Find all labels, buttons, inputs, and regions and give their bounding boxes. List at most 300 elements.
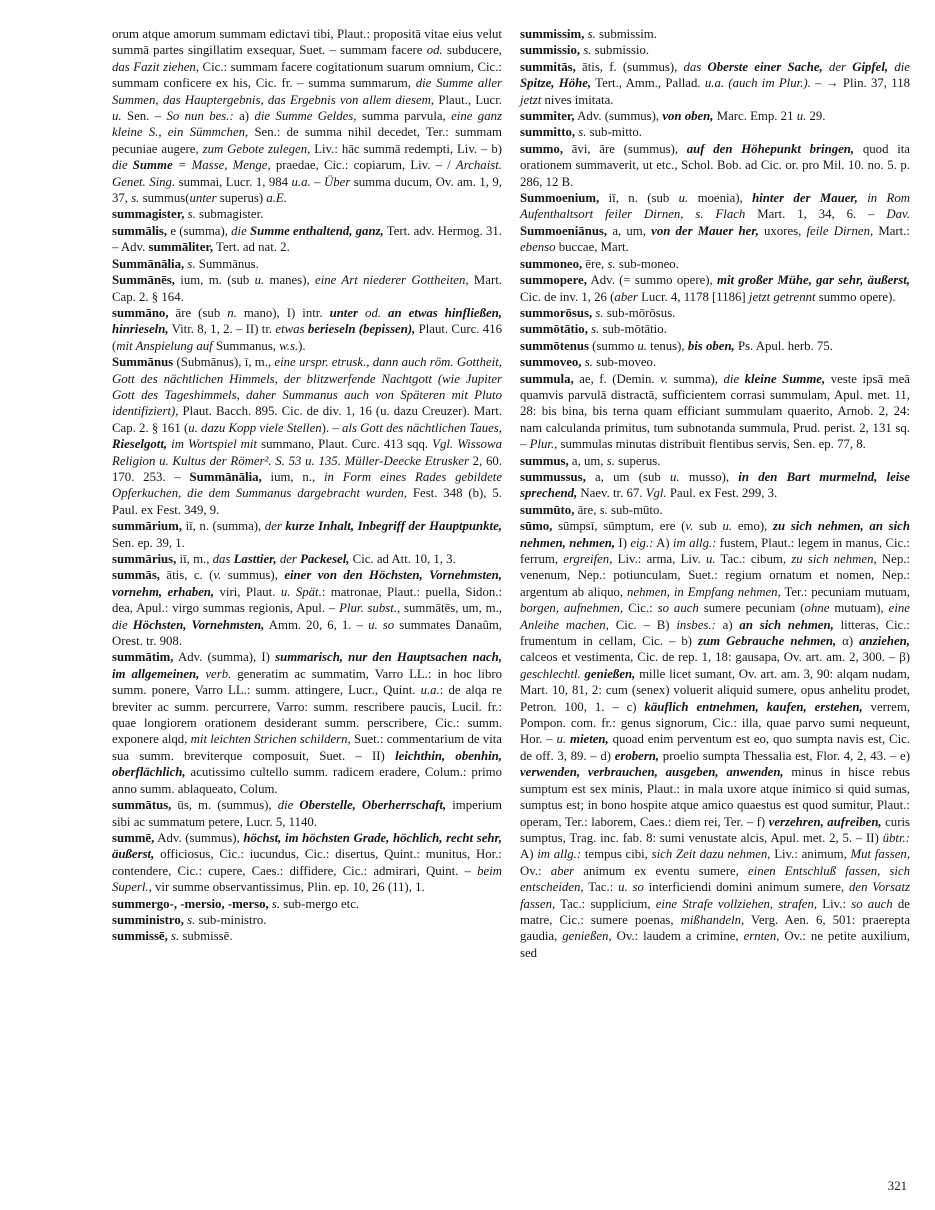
entry-text: die Summe aller Summen, das Hauptergebnis, das Ergebnis von allem diesem, — [112, 76, 502, 107]
entry-text: eine urspr. etrusk., dann auch röm. Gottheit, Gott des nächtlichen Himmels, der blitzwerfende Nachtgott (wie Jupiter Gott des Tageshimmels, daher Summanus auch von Späteren mit Pluto identifiziert), — [112, 355, 502, 419]
dictionary-entry — [112, 272, 502, 305]
headword: summātus, — [112, 798, 172, 813]
entry-text: das — [683, 59, 708, 74]
entry-text: an sich nehmen, — [739, 617, 834, 632]
entry-text: höchst, im höchsten Grade, höchlich, recht sehr, äußerst, — [112, 830, 502, 862]
entry-text: subducere, — [442, 43, 502, 58]
entry-text: Marc. Emp. 21 — [713, 109, 797, 124]
entry-text: summano, Plaut. Curc. 413 sqq. — [261, 437, 433, 452]
entry-text: Ov.: laudem a crimine, — [611, 929, 744, 944]
entry-text: litteras, Cic.: frumentum in cellam, Cic. – b) — [520, 617, 910, 649]
entry-text: Verg. Aen. 6, 501: praerepta gaudia, — [520, 912, 910, 944]
entry-text: der — [279, 552, 301, 566]
entry-text: Lasttier, — [233, 552, 280, 566]
entry-text: zu sich nehmen, an sich nehmen, nehmen, — [520, 519, 910, 550]
entry-text: summa parvula, — [356, 109, 452, 124]
entry-text: Cic. de inv. 1, 26 ( — [520, 289, 615, 304]
entry-text: den Vorsatz fassen, — [520, 880, 910, 911]
entry-text: uxores, — [758, 223, 807, 238]
entry-text: sumere pecuniam ( — [703, 601, 805, 616]
entry-text: ium, n., — [261, 469, 324, 484]
entry-text: superus. — [614, 453, 661, 468]
entry-text: Packesel, — [300, 552, 350, 566]
entry-text: Liv.: arma, Liv. — [612, 552, 706, 566]
headword: Summānālia, — [189, 469, 262, 484]
entry-text: einer von den Höchsten, Vornehmsten, vornehm, erhaben, — [112, 568, 502, 599]
entry-text: Adv. (summa), I) — [173, 650, 276, 665]
dictionary-entry — [112, 518, 502, 551]
entry-text: Archaist. Genet. Sing. — [112, 158, 502, 189]
entry-text: s. — [606, 453, 615, 468]
entry-text: iī, m., — [176, 552, 213, 566]
entry-text: Adv. (summus), — [154, 830, 244, 845]
entry-text: sich Zeit dazu nehmen, — [651, 847, 771, 862]
entry-text: käuflich entnehmen, kaufen, erstehen, — [644, 699, 863, 714]
entry-text: Mart. Cap. 2. § 164. — [112, 273, 502, 304]
entry-text: curis sumptus, Trag. inc. fab. 8: sumi venustate alcis, Apul. met. 2, 5. – II) — [520, 814, 910, 845]
entry-text: a.E. — [266, 191, 287, 206]
entry-text: Gipfel, — [852, 59, 889, 74]
entry-text: u. — [112, 109, 122, 124]
entry-text: genießen, — [562, 929, 612, 944]
entry-text: das — [212, 552, 234, 566]
entry-text: imperium sibi ac summatum petere, Lucr. 5, 1140. — [112, 798, 502, 829]
entry-text: summates Danaûm, Orest. tr. 908. — [112, 617, 502, 649]
headword: summagister, — [112, 207, 185, 222]
entry-text: nehmen, in Empfang nehmen, — [627, 584, 781, 599]
entry-text: Mart. 1, 34, 6. – — [757, 207, 887, 222]
entry-text: s. — [171, 929, 180, 944]
entry-text: Mut fassen, — [850, 847, 911, 862]
headword: Summānēs, — [112, 273, 175, 288]
entry-text: moenia), — [688, 191, 753, 206]
entry-text: w.s. — [279, 338, 299, 353]
entry-text: mano), I) intr. — [236, 305, 330, 320]
entry-text: Nep.: venenum, Nep.: potiunculam, Suet.: regium ornatum et nomen, Nep.: argentum ab aliquo, — [520, 552, 911, 599]
entry-text: u. — [678, 191, 689, 206]
entry-text: Ter.: pecuniam mutuam, — [780, 584, 910, 599]
entry-text: s. — [187, 207, 196, 222]
entry-text: mit leichten Strichen schildern, — [190, 732, 351, 747]
entry-text: s. — [187, 912, 196, 927]
entry-text: sub-mūto. — [607, 502, 663, 517]
entry-text: auf den Höhepunkt bringen, — [686, 141, 855, 156]
entry-text: summātēs, um, m., — [400, 601, 502, 616]
headword: summoneo, — [520, 256, 583, 271]
dictionary-entry — [520, 502, 910, 518]
dictionary-entry — [520, 124, 910, 140]
entry-text: mißhandeln, — [680, 912, 745, 927]
dictionary-entry — [520, 305, 910, 321]
entry-text: Rieselgott, — [112, 437, 172, 452]
text-columns — [112, 26, 910, 961]
entry-text: a) — [715, 617, 740, 632]
entry-text: (summo — [588, 338, 638, 353]
entry-text: α) — [836, 634, 860, 649]
entry-text: etwas — [275, 322, 308, 337]
entry-text: s. — [595, 305, 604, 320]
entry-text: So nun bes.: — [166, 109, 234, 124]
headword: Summoeniānus, — [520, 223, 608, 238]
entry-text: s. — [599, 502, 608, 517]
dictionary-entry — [112, 928, 502, 944]
entry-text: – — [310, 174, 325, 189]
entry-text: summulas minutas distribuit flentibus servis, Sen. ep. 77, 8. — [557, 437, 866, 452]
entry-text: in den Bart murmelnd, leise sprechend, — [520, 469, 910, 501]
entry-text: ). – — [321, 420, 342, 435]
entry-text: generatim ac summatim, Varro LL.: in hoc libro summ. ponere, Varro LL.: summ. attingere, Lucr., Quint. — [112, 666, 502, 698]
headword: summālis, — [112, 223, 168, 238]
dictionary-entry — [112, 912, 502, 928]
left-column — [112, 26, 502, 961]
entry-text: e (summa), — [167, 223, 232, 238]
entry-text: calceos et vestimenta, Cic. de rep. 1, 18: gausapa, Ov. art. am. 2, 300. – β) — [520, 650, 910, 665]
entry-text: summa), — [673, 371, 724, 386]
right-column — [520, 26, 910, 961]
entry-text: von der Mauer her, — [651, 223, 759, 238]
dictionary-entry — [520, 59, 910, 108]
entry-text: Liv.: — [817, 896, 852, 911]
headword: summergo-, -mersio, -merso, — [112, 896, 269, 911]
entry-text: die — [723, 371, 745, 386]
dictionary-entry — [520, 42, 910, 58]
entry-text: Naev. tr. 67. — [577, 486, 646, 501]
dictionary-entry — [520, 354, 910, 370]
entry-text: v. — [660, 371, 674, 386]
entry-text: submagister. — [195, 207, 264, 222]
dictionary-entry — [520, 338, 910, 354]
entry-text: verzehren, aufreiben, — [768, 814, 882, 829]
entry-text: insbes.: — [676, 617, 716, 632]
entry-text: beim Superl. — [112, 863, 502, 895]
entry-text: summa ducum, Ov. am. 1, 9, 37, — [112, 174, 503, 206]
entry-text: eig.: — [630, 535, 654, 550]
headword: summās, — [112, 568, 160, 583]
headword: summōtātio, — [520, 322, 588, 337]
entry-text: = Masse, Menge, — [172, 158, 271, 173]
entry-text: ae, f. (Demin. — [573, 371, 661, 386]
entry-text: die — [888, 59, 910, 74]
entry-text: so auch — [657, 601, 704, 616]
dictionary-entry — [520, 518, 910, 961]
entry-text: : matronae, Plaut.: puella, Sidon.: dea, Apul.: virgo summas regionis, Apul. – — [112, 584, 502, 616]
entry-text: zum Gebote zulegen, — [202, 141, 311, 156]
entry-text: aber — [550, 863, 584, 878]
headword: Summānus — [112, 355, 174, 370]
entry-text: 29. — [806, 109, 826, 124]
entry-text: Plaut., Lucr. — [434, 92, 502, 107]
entry-text: submissim. — [595, 27, 657, 41]
entry-text: s. — [131, 191, 140, 206]
entry-text: Vgl. — [645, 486, 667, 501]
dictionary-entry — [112, 551, 502, 567]
entry-text: quod ita orationem summaverit, ut etc., Schol. Bob. ad Cic. or. pro Mil. 10. no. 5. p. 286, 12 B. — [520, 141, 910, 189]
entry-text: u. — [556, 732, 570, 747]
headword: summoveo, — [520, 355, 582, 370]
dictionary-entry — [520, 190, 910, 256]
entry-text: ). — [298, 338, 306, 353]
entry-text: veste ipsā meā quamvis parvulā distractā, sufficientem corrasi summulam, Apul. met. 11, 28: bis bina, bis terna quam efficiant summulam quaerito, Arnob. 2, 24: nam calculanda primitus, tum subnotanda summula, Prud. perist. 2, 131 sq. – — [520, 371, 910, 452]
entry-text: anziehen, — [859, 634, 910, 649]
entry-text: fustem, Plaut.: legem in manus, Cic.: ferrum, — [520, 535, 910, 566]
entry-text: u. — [637, 338, 647, 353]
headword: summula, — [520, 371, 574, 386]
dictionary-entry — [520, 453, 910, 469]
entry-text: eine Strafe vollziehen, strafen, — [655, 896, 818, 911]
entry-text: Plaut. Bacch. 895. Cic. de div. 1, 16 (u. dazu Creuzer). Mart. Cap. 2. § 161 ( — [112, 404, 502, 435]
entry-text: Spitze, Höhe, — [520, 76, 592, 91]
headword: summissē, — [112, 929, 168, 944]
entry-text: animum ex eventu sumere, — [583, 863, 748, 878]
entry-text: Tert. ad nat. 2. — [213, 240, 290, 255]
entry-text: Liv.: animum, — [770, 847, 851, 862]
entry-text: unter — [189, 191, 217, 206]
headword: summopere, — [520, 273, 587, 288]
dictionary-entry — [520, 256, 910, 272]
entry-text: u.a. — [291, 174, 311, 189]
headword: summissio, — [520, 43, 581, 58]
entry-text: zu sich nehmen, — [791, 552, 877, 566]
entry-text: Cic.: — [623, 601, 658, 616]
entry-text: u. Spät. — [280, 584, 322, 599]
entry-text: orum atque amorum summam edictavi tibi, Plaut.: propositā vitae eius velut summā partes singillatim exsequar, Suet. – summam facere — [112, 27, 502, 58]
entry-text: ohne — [804, 601, 835, 616]
entry-text: Höchsten, Vornehmsten, — [132, 617, 265, 632]
entry-text: od. — [365, 305, 382, 320]
entry-text: Über — [324, 174, 351, 189]
entry-text: die Summe Geldes, — [254, 109, 357, 124]
headword: summē, — [112, 830, 155, 845]
entry-text: Adv. (summus), — [574, 109, 663, 124]
entry-text: Plur., — [529, 437, 558, 452]
headword: summāliter, — [148, 240, 214, 255]
entry-text: Suet.: commentarium de vita sua summ. breviterque composuit, Suet. – II) — [112, 732, 502, 763]
dictionary-entry — [520, 26, 910, 42]
entry-text: Adv. (= summo opere), — [586, 273, 717, 288]
entry-text: sub-mōtātio. — [599, 322, 667, 337]
entry-text: Dav. — [886, 207, 910, 222]
entry-text: Plaut. Curc. 416 ( — [112, 322, 503, 353]
entry-text: Tac.: supplicium, — [555, 896, 656, 911]
entry-text: mille licet sumant, Ov. art. am. 3, 90: alqam nudam, Mart. 10, 81, 2: cum (senex) voluerit aliquid sumere, opus anhelitu prodet, Petron. 100, 1. – c) — [520, 666, 910, 714]
entry-text: feile Dirnen, — [806, 223, 874, 238]
entry-text: summo opere). — [818, 289, 896, 304]
entry-text: die — [112, 617, 133, 632]
entry-text: Mart.: — [873, 223, 910, 238]
entry-text: (Submānus), ī, m., — [173, 355, 275, 370]
entry-text: Oberste einer Sache, — [707, 59, 823, 74]
headword: sūmo, — [520, 519, 553, 534]
entry-text: die — [112, 158, 133, 173]
entry-text: Ov.: ne petite auxilium, sed — [520, 929, 910, 960]
headword: summārius, — [112, 552, 177, 566]
dictionary-entry — [112, 649, 502, 797]
entry-text: ātis, f. (summus), — [575, 59, 684, 74]
headword: summussus, — [520, 469, 586, 484]
entry-text: Plur. subst., — [339, 601, 401, 616]
entry-text: u. — [796, 109, 807, 124]
entry-text: Amm. 20, 6, 1. – — [264, 617, 369, 632]
entry-text: tenus), — [646, 338, 688, 353]
dictionary-entry — [112, 206, 502, 222]
entry-text: Tert. adv. Hermog. 31. – Adv. — [112, 223, 502, 255]
entry-text: s. — [583, 43, 592, 58]
entry-text: der — [822, 59, 853, 74]
entry-text: n. — [227, 305, 237, 320]
dictionary-entry — [112, 830, 502, 896]
headword: Summoenium, — [520, 191, 600, 206]
entry-text: von oben, — [662, 109, 714, 124]
entry-text: im allg.: — [537, 847, 582, 862]
entry-text: Ov.: — [520, 863, 551, 878]
entry-text: s. — [587, 27, 596, 41]
entry-text: genießen, — [584, 666, 636, 681]
dictionary-entry — [112, 223, 502, 256]
entry-text: : de alqa re breviter ac summ. percurrere, Varro: summ. rescribere paucis, Lucil. fr.: quae longiorem orationem desiderant summ. perscribere, Cic.: summ. exponere alqd, — [112, 683, 502, 747]
entry-text: iī, n. (summa), — [182, 519, 265, 534]
entry-text: u. — [254, 273, 265, 288]
entry-text: Cic. ad Att. 10, 1, 3. — [349, 552, 456, 566]
entry-text: erobern, — [614, 748, 660, 763]
entry-text: Sen. – — [121, 109, 167, 124]
entry-text: übtr.: — [882, 830, 910, 845]
headword: summo, — [520, 141, 564, 156]
entry-text: interficiendi domini animum sumere, — [648, 880, 849, 895]
entry-text: viri, Plaut. — [219, 584, 281, 599]
entry-text: die — [277, 798, 300, 813]
entry-text: mit großer Mühe, gar sehr, äußerst, — [716, 273, 910, 288]
entry-text: quoad enim perventum est eo, quo sumpta navis est, Cic. de off. 3, 89. – d) — [520, 732, 911, 763]
entry-text: leichthin, obenhin, oberflächlich, — [112, 748, 503, 780]
dictionary-entry — [520, 141, 910, 190]
entry-text: āvi, āre (summus), — [563, 141, 687, 156]
entry-text: s. — [578, 125, 587, 140]
entry-text: superus) — [216, 191, 267, 206]
entry-text: ergreifen, — [563, 552, 613, 566]
entry-text: sub-moneo. — [615, 256, 679, 271]
entry-text: s. — [591, 322, 600, 337]
entry-text: summai, Lucr. 1, 984 — [175, 174, 292, 189]
entry-text: unter — [329, 305, 366, 320]
entry-text: 2, 60. 170. 253. – — [112, 453, 503, 484]
dictionary-entry — [112, 896, 502, 912]
entry-text: sub-mōrōsus. — [603, 305, 676, 320]
entry-text: hinter der Mauer, — [752, 191, 858, 206]
entry-text: ernten, — [743, 929, 780, 944]
entry-text: mutuam), — [834, 601, 889, 616]
dictionary-entry — [112, 305, 502, 354]
entry-text: Vgl. Wissowa Religion u. Kultus der Römer². S. 53 u. 135. Müller-Deecke Etrusker — [112, 437, 502, 468]
entry-text: u. — [705, 552, 716, 566]
headword: summōtenus — [520, 338, 589, 353]
entry-text: Summanus, — [215, 338, 280, 353]
entry-text: a, um, — [607, 223, 652, 238]
entry-text: proelio sumpta Thessalia est, Flor. 4, 2, 43. – e) — [659, 748, 910, 763]
entry-text: s. — [584, 355, 593, 370]
entry-text: Oberstelle, Oberherrschaft, — [299, 798, 447, 813]
entry-text: eine ganz kleine S., ein Sümmchen, — [112, 109, 502, 140]
entry-text: manes), — [264, 273, 316, 288]
entry-text: u. — [670, 469, 680, 484]
entry-text: emo), — [732, 519, 774, 534]
entry-text: sub-mitto. — [586, 125, 642, 140]
headword: summārium, — [112, 519, 183, 534]
entry-text: A) — [520, 847, 538, 862]
entry-text: Cic. – B) — [608, 617, 677, 632]
entry-text: v. — [685, 519, 700, 534]
entry-text: in Rom Aufenthaltsort feiler Dirnen, s. Flach — [520, 191, 910, 222]
entry-text: tempus cibi, — [581, 847, 652, 862]
entry-text: ium, m. (sub — [174, 273, 255, 288]
entry-text: so auch — [851, 896, 898, 911]
entry-text: Sen. ep. 39, 1. — [112, 535, 185, 550]
entry-text: Sen.: de summa nihil decedet, Ter.: summam pecuniae augere, — [112, 125, 502, 156]
entry-text: sūmpsī, sūmptum, ere ( — [552, 519, 686, 534]
entry-text: u. so — [368, 617, 400, 632]
entry-text: verrem, Pompon. com. fr.: genus signorum, Cic.: illa, quae parvo sumi nequeunt, Hor. – — [520, 699, 910, 747]
headword: summiter, — [520, 109, 575, 124]
entry-text: Lucr. 4, 1178 [1186] — [641, 289, 749, 304]
entry-text: minus in hisce rebus sumptum est sex minis, Plaut.: in mala uxore atque inimico si quid sumas, sumptus est; in bono hospite atque amico quaestus est quod sumitur, Plaut.: operam, Ter.: laborem, Caes.: diem rei, Ter. – f) — [520, 765, 910, 829]
entry-text: geschlechtl. — [520, 666, 585, 681]
entry-text: Tac.: cibum, — [715, 552, 792, 566]
entry-text: – → Plin. 37, 118 — [810, 76, 910, 91]
entry-text: Cic.: summam facere cogitationum suarum omnium, Cic.: summam conficere ex his, Cic. fr. – summa summarum, — [112, 59, 502, 91]
entry-text: Liv.: hāc summā redempti, Liv. – b) — [310, 141, 503, 156]
headword: summorōsus, — [520, 305, 593, 320]
entry-text: summus( — [139, 191, 190, 206]
dictionary-entry — [112, 26, 502, 206]
entry-text: officiosus, Cic.: iucundus, Cic.: disertus, Quint.: munitus, Hor.: contendere, Cic.: cupere, Caes.: diffidere, Cic.: admirari, Quint. – — [112, 847, 502, 878]
entry-text: a, um, — [568, 453, 607, 468]
entry-text: ātis, c. ( — [160, 568, 214, 583]
entry-text: acutissimo cultello summ. radicem eradere, Colum.: primo anno summ. ablaqueato, Colum. — [112, 765, 502, 796]
entry-text: im Wortspiel mit — [171, 437, 262, 452]
entry-text: summus), — [227, 568, 285, 583]
entry-text: kleine Summe, — [744, 371, 826, 386]
headword: Summānālia, — [112, 256, 185, 271]
entry-text: sub-ministro. — [195, 912, 267, 927]
entry-text: s. — [271, 896, 281, 911]
dictionary-entry — [112, 354, 502, 518]
headword: summitās, — [520, 59, 576, 74]
dictionary-entry — [112, 256, 502, 272]
entry-text: āre (sub — [168, 305, 228, 320]
entry-text: in Form eines Rades gebildete Opferkuchen, die dem Summanus dargebracht wurden, — [112, 469, 502, 501]
entry-text: ūs, m. (summus), — [171, 798, 278, 813]
entry-text: v. — [213, 568, 228, 583]
entry-text: summarisch, nur den Hauptsachen nach, im allgemeinen, — [112, 650, 502, 681]
entry-text: Fest. 348 (b), 5. Paul. ex Fest. 349, 9. — [112, 486, 502, 517]
entry-text: a) — [233, 109, 255, 124]
entry-text: de matre, Cic.: sumere poenas, — [520, 896, 910, 927]
entry-text: aber — [614, 289, 642, 304]
entry-text: verb. — [205, 666, 232, 681]
dictionary-entry — [112, 567, 502, 649]
dictionary-entry — [112, 797, 502, 830]
entry-text: Ps. Apul. herb. 75. — [734, 338, 833, 353]
entry-text: der — [264, 519, 286, 534]
entry-text: sub-moveo. — [592, 355, 657, 370]
entry-text: Summe — [132, 158, 173, 173]
entry-text: s. — [607, 256, 616, 271]
entry-text: Vitr. 8, 1, 2. – II) tr. — [168, 322, 276, 337]
dictionary-entry — [520, 272, 910, 305]
entry-text: als Gott des nächtlichen Taues, — [342, 420, 502, 435]
entry-text: eine Anleihe machen, — [520, 601, 910, 632]
entry-text: sub-mergo etc. — [280, 896, 360, 911]
entry-text: nives imitata. — [544, 92, 614, 107]
